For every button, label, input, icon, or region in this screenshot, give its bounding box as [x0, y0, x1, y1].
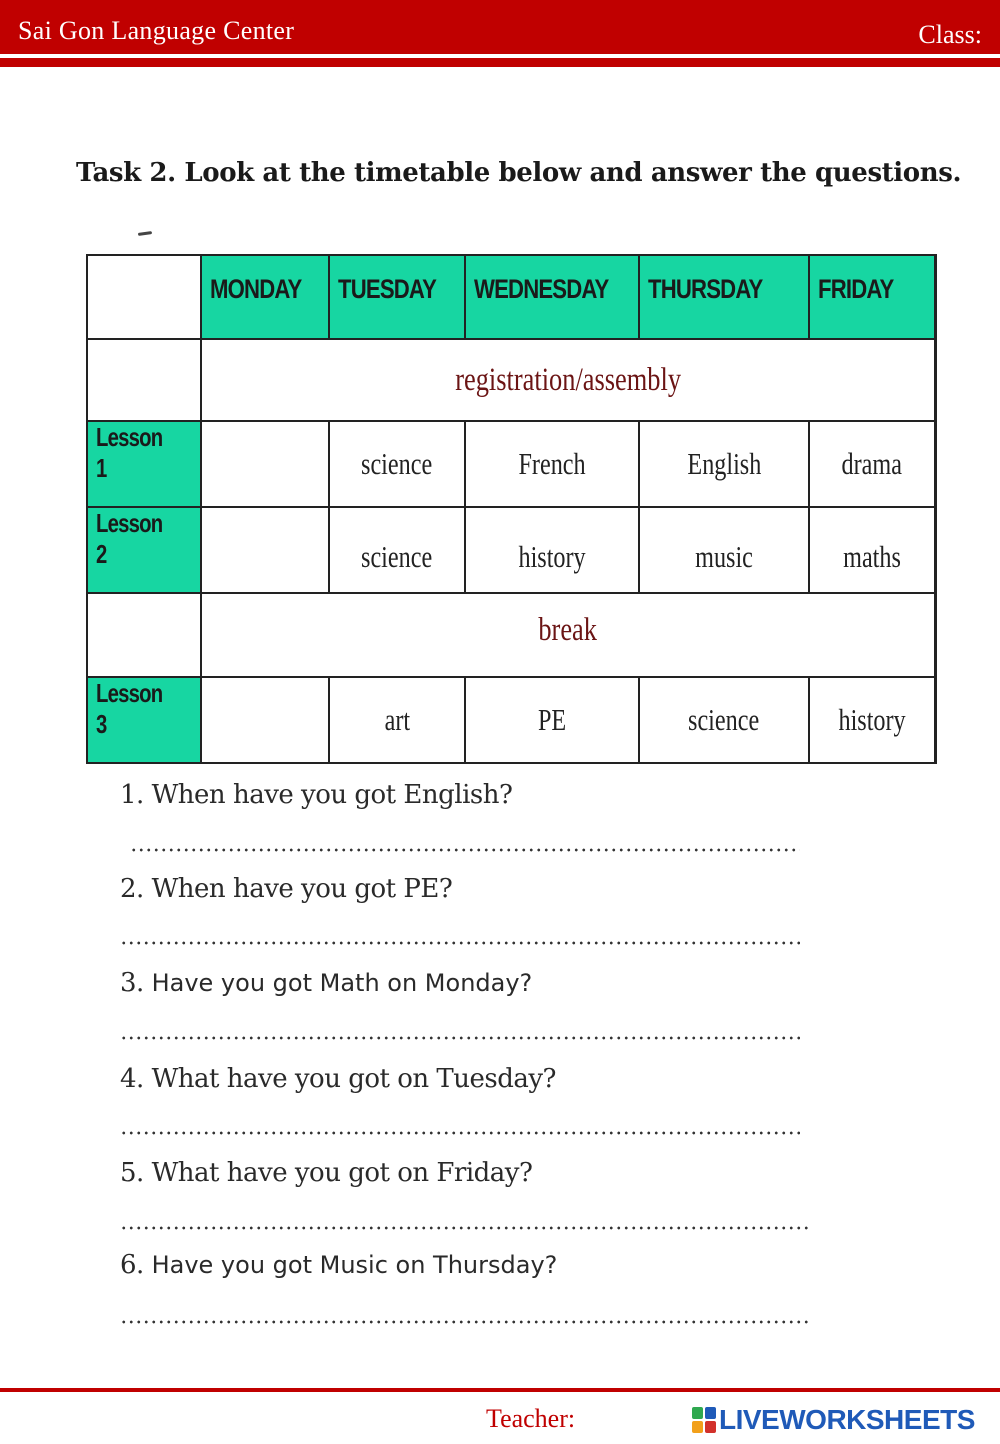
subject-cell: music — [639, 507, 809, 593]
subject-cell — [201, 421, 329, 507]
registration-row — [87, 339, 935, 421]
break-row — [87, 593, 935, 677]
question-number: 3. — [120, 968, 144, 998]
question-2 — [120, 874, 452, 904]
question-number: 5. — [120, 1158, 144, 1188]
day-header: MONDAY — [201, 255, 329, 339]
day-header: THURSDAY — [639, 255, 809, 339]
question-text: Have you got Math on Monday? — [151, 969, 533, 997]
question-text: When have you got English? — [151, 780, 513, 810]
timetable-header-row — [87, 255, 935, 339]
header-divider — [0, 58, 1000, 67]
row-label-blank — [87, 339, 201, 421]
question-text: When have you got PE? — [151, 874, 453, 904]
teacher-label: Teacher: — [486, 1404, 576, 1433]
liveworksheets-icon — [692, 1407, 716, 1433]
answer-line-1[interactable] — [130, 848, 800, 852]
subject-cell: science — [639, 677, 809, 763]
subject-cell: science — [329, 421, 465, 507]
answer-line-4[interactable] — [120, 1131, 800, 1135]
question-text: What have you got on Tuesday? — [151, 1064, 556, 1094]
lesson-row — [87, 677, 935, 763]
subject-cell — [201, 507, 329, 593]
question-3 — [120, 968, 532, 998]
subject-cell: French — [465, 421, 639, 507]
corner-cell — [87, 255, 201, 339]
answer-line-2[interactable] — [120, 941, 800, 945]
subject-cell: science — [329, 507, 465, 593]
break-cell: break — [201, 593, 935, 677]
question-number: 4. — [120, 1064, 144, 1094]
subject-cell: maths — [809, 507, 935, 593]
subject-cell: history — [465, 507, 639, 593]
timetable — [86, 254, 937, 764]
subject-cell: history — [809, 677, 935, 763]
question-text: Have you got Music on Thursday? — [151, 1251, 558, 1279]
lesson-row — [87, 421, 935, 507]
subject-cell: PE — [465, 677, 639, 763]
lesson-label: Lesson 2 — [87, 507, 201, 593]
liveworksheets-brand: LIVEWORKSHEETS — [719, 1404, 975, 1435]
answer-line-3[interactable] — [120, 1036, 800, 1040]
question-number: 6. — [120, 1250, 144, 1280]
question-text: What have you got on Friday? — [151, 1158, 533, 1188]
question-6 — [120, 1250, 557, 1280]
day-header: WEDNESDAY — [465, 255, 639, 339]
subject-cell: English — [639, 421, 809, 507]
subject-cell — [201, 677, 329, 763]
question-5 — [120, 1158, 532, 1188]
lesson-label: Lesson 1 — [87, 421, 201, 507]
class-label: Class: — [918, 20, 982, 49]
day-header: TUESDAY — [329, 255, 465, 339]
question-4 — [120, 1064, 556, 1094]
task-title: Task 2. Look at the timetable below and answer the questions. — [76, 158, 962, 188]
day-header: FRIDAY — [809, 255, 935, 339]
answer-line-5[interactable] — [120, 1226, 810, 1230]
liveworksheets-logo[interactable] — [692, 1404, 975, 1436]
lesson-row — [87, 507, 935, 593]
answer-line-6[interactable] — [120, 1320, 810, 1324]
row-label-blank — [87, 593, 201, 677]
lesson-label: Lesson 3 — [87, 677, 201, 763]
registration-cell: registration/assembly — [201, 339, 935, 421]
question-number: 1. — [120, 780, 144, 810]
subject-cell: art — [329, 677, 465, 763]
center-name: Sai Gon Language Center — [18, 16, 295, 45]
stray-mark — [138, 231, 152, 236]
subject-cell: drama — [809, 421, 935, 507]
question-1 — [120, 780, 512, 810]
footer-divider — [0, 1388, 1000, 1392]
question-number: 2. — [120, 874, 144, 904]
